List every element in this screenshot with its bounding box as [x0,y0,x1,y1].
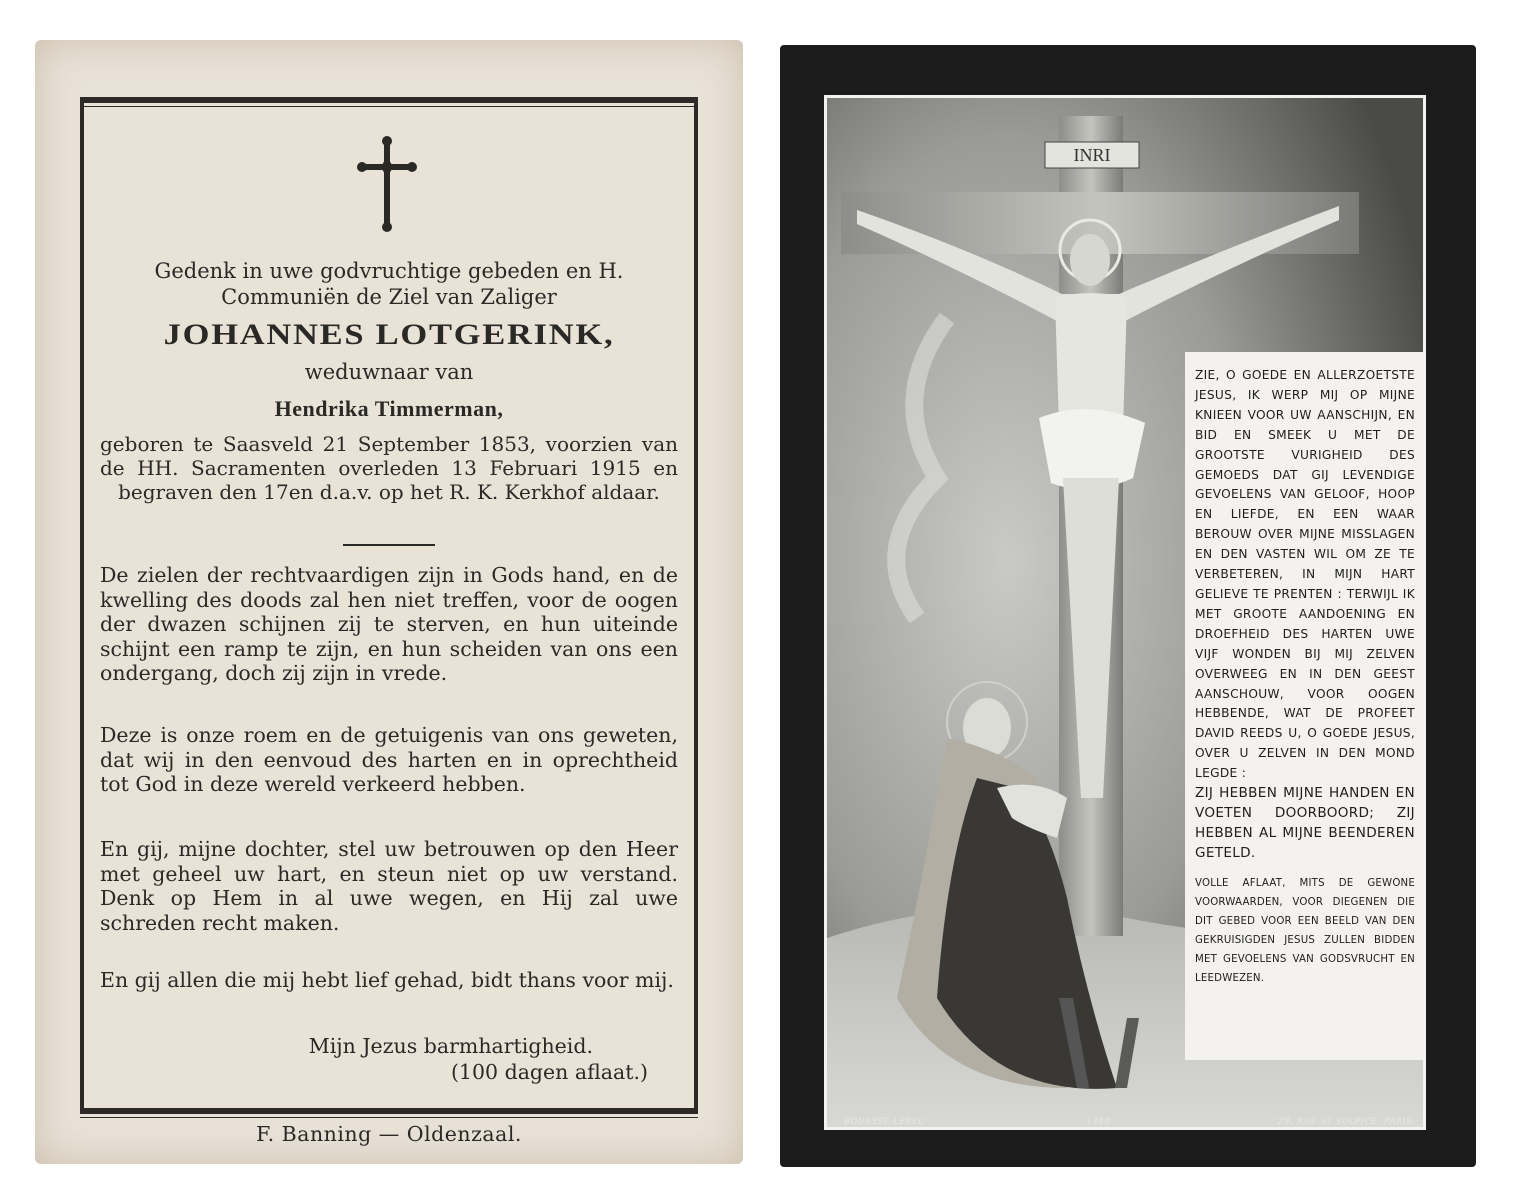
frame-top-border [80,97,698,103]
intro-text: Gedenk in uwe godvruchtige gebeden en H. Communiën de Ziel van Zaliger [154,259,624,309]
inri-text: INRI [1073,145,1111,165]
prayer-line: Mijn Jezus barmhartigheid. [308,1034,593,1058]
publisher-address: 29, RUE ST SULPICE, PARIS. [1277,1117,1416,1127]
scripture-paragraph-3: En gij, mijne dochter, stel uw betrouwen op den Heer met geheel uw hart, en steun niet op uw verstand. Denk op Hem in al uwe wegen, en Hij zal uwe schreden recht maken. [100,837,678,935]
indulgence-note: VOLLE AFLAAT, MITS DE GEWONE VOORWAARDEN, VOOR DIEGENEN DIE DIT GEBED VOOR EEN BEELD VAN DEN GEKRUISIGDEN JESUS ZULLEN BIDDEN MET GEVOELENS VAN GODSVRUCHT EN LEEDWEZEN. [1195,877,1415,984]
frame-left-border [80,103,84,1108]
prayer-text-box [1185,352,1425,1060]
crucifixion-engraving [824,95,1426,1130]
christ-head [1070,234,1110,286]
prayer-quote: ZIJ HEBBEN MIJNE HANDEN EN VOETEN DOORBOORD; ZIJ HEBBEN AL MIJNE BEENDEREN GETELD. [1195,785,1415,861]
loincloth [1039,409,1145,489]
frame-bottom-border [80,1108,698,1114]
scripture-paragraph-2: Deze is onze roem en de getuigenis van ons geweten, dat wij in den eenvoud des harten en in oprechtheid tot God in deze wereld verkeerd hebben. [100,723,678,796]
memorial-card-image-side [780,45,1476,1167]
scripture-paragraph-4: En gij allen die mij hebt lief gehad, bidt thans voor mij. [100,968,674,992]
publisher-footer [824,1115,1426,1131]
scripture-paragraph-1: De zielen der rechtvaardigen zijn in Gods hand, en de kwelling des doods zal hen niet treffen, voor de oogen der dwazen schijnen zij te sterven, en hun uiteinde schijnt een ramp te zijn, en hun scheiden van ons een ondergang, doch zij zijn in vrede. [100,563,678,685]
birth-death-details: geboren te Saasveld 21 September 1853, voorzien van de HH. Sacramenten overleden 13 Februari 1915 en begraven den 17en d.a.v. op het R. K. Kerkhof aldaar. [100,432,678,504]
separator-rule [343,544,435,546]
cross-icon [357,136,417,232]
plate-number: 1380. [1086,1117,1115,1127]
spouse-name: Hendrika Timmerman, [274,396,504,421]
short-prayer [100,1033,678,1085]
printer-credit: F. Banning — Oldenzaal. [256,1122,522,1146]
indulgence-days: (100 dagen aflaat.) [450,1060,648,1084]
publisher-name: BOUASSE-LEBEL [844,1117,924,1127]
frame-right-border [694,103,698,1108]
prayer-body: ZIE, O GOEDE EN ALLERZOETSTE JESUS, IK WERP MIJ OP MIJNE KNIEEN VOOR UW AANSCHIJN, EN BID EN SMEEK U MET DE GROOTSTE VURIGHEID DES GEMOEDS DAT GIJ LEVENDIGE GEVOELENS VAN GELOOF, HOOP EN LIEFDE, EN EEN WAAR BEROUW OVER MIJNE MISSLAGEN EN DEN VASTEN WIL OM ZE TE VERBETEREN, IN MIJN HART GELIEVE TE PRENTEN : TERWIJL IK MET GROOTE AANDOENING EN DROEFHEID DES HARTEN UWE VIJF WONDEN BIJ MIJ ZELVEN OVERWEEG EN IN DEN GEEST AANSCHOUW, VOOR OOGEN HEBBENDE, WAT DE PROFEET DAVID REEDS U, O GOEDE JESUS, OVER U ZELVEN IN DEN MOND LEGDE : [1195,368,1415,781]
widower-label: weduwnaar van [304,360,474,384]
memorial-card-text-side [35,40,743,1164]
deceased-name: JOHANNES LOTGERINK, [163,318,615,351]
